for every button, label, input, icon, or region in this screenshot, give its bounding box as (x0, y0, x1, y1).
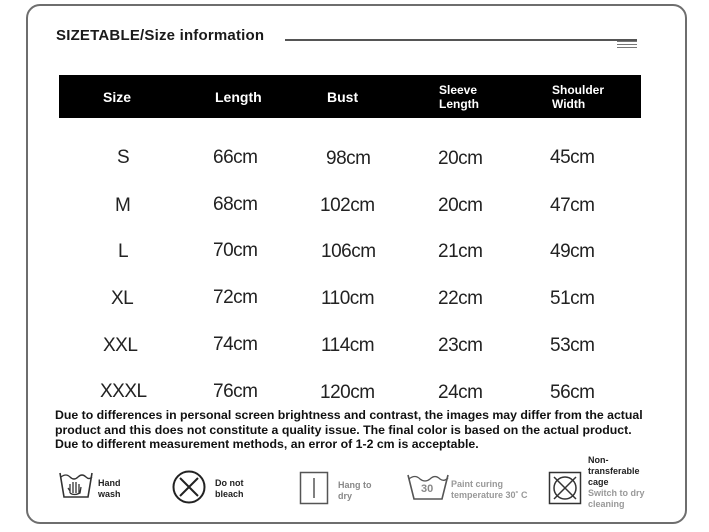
hang-dry-icon (299, 471, 329, 505)
table-cell: 20cm (438, 195, 483, 216)
table-cell: 76cm (213, 381, 258, 402)
do-not-bleach-label-line2: bleach (215, 489, 244, 499)
table-cell: 120cm (320, 382, 375, 403)
table-cell: 106cm (321, 241, 376, 262)
no-tumble-label-line1: Non- (588, 455, 609, 465)
table-cell: 53cm (550, 335, 595, 356)
header-sleeve-length (439, 75, 479, 118)
table-cell: XXXL (100, 381, 147, 402)
hand-wash-icon (58, 469, 94, 501)
wash-30-label-line2: temperature 30˚ C (451, 490, 528, 500)
table-cell: 114cm (321, 335, 375, 356)
table-cell: 98cm (326, 148, 371, 169)
title-divider (285, 39, 637, 41)
disclaimer-note: Due to differences in personal screen brightness and contrast, the images may differ from the actual product and this does not constitute a quality issue. The final color is based on the actual product. Due to different measurement methods, an error of 1-2 cm is acceptable. (55, 408, 643, 452)
wash-30-label-line1: Paint curing (451, 479, 504, 489)
table-cell: XL (111, 288, 134, 309)
hand-wash-label (98, 478, 121, 500)
table-cell: 21cm (438, 241, 483, 262)
no-tumble-dry-label (588, 455, 645, 510)
table-cell: L (118, 241, 129, 262)
no-tumble-label-line5: cleaning (588, 499, 625, 509)
hand-wash-label-line2: wash (98, 489, 121, 499)
table-cell: 110cm (321, 288, 375, 309)
page-title: SIZETABLE/Size information (56, 27, 265, 44)
no-tumble-label-line3: cage (588, 477, 609, 487)
do-not-bleach-label (215, 478, 244, 500)
wash-30-label (451, 479, 528, 501)
header-shoulder-line2: Width (552, 96, 586, 111)
table-cell: 47cm (550, 195, 595, 216)
table-cell: S (117, 147, 130, 168)
table-cell: 23cm (438, 335, 483, 356)
wash-30-number: 30 (421, 483, 434, 495)
header-length: Length (215, 88, 262, 105)
table-cell: 45cm (550, 147, 595, 168)
header-shoulder-width (552, 75, 604, 118)
hang-dry-label-line1: Hang to (338, 480, 372, 490)
table-cell: 68cm (213, 194, 258, 215)
table-header (59, 75, 641, 118)
menu-lines-icon (617, 41, 637, 49)
header-shoulder-line1: Shoulder (552, 82, 605, 97)
table-cell: 74cm (213, 334, 258, 355)
table-cell: 24cm (438, 382, 483, 403)
table-cell: 49cm (550, 241, 595, 262)
table-cell: XXL (103, 335, 138, 356)
table-cell: 102cm (320, 195, 375, 216)
do-not-bleach-label-line1: Do not (215, 478, 244, 488)
table-cell: 20cm (438, 148, 483, 169)
do-not-bleach-icon (171, 469, 207, 505)
table-cell: 22cm (438, 288, 483, 309)
table-cell: 51cm (550, 288, 595, 309)
no-tumble-label-line4: Switch to dry (588, 488, 645, 498)
hand-wash-label-line1: Hand (98, 478, 121, 488)
table-cell: 56cm (550, 382, 595, 403)
table-cell: 70cm (213, 240, 258, 261)
header-size: Size (103, 88, 132, 105)
no-tumble-dry-icon (548, 471, 582, 505)
table-cell: M (115, 195, 131, 216)
table-cell: 72cm (213, 287, 258, 308)
no-tumble-label-line2: transferable (588, 466, 640, 476)
hang-dry-label (338, 480, 372, 502)
header-bust: Bust (327, 88, 359, 105)
hang-dry-label-line2: dry (338, 491, 353, 501)
header-sleeve-line1: Sleeve (439, 82, 478, 97)
header-sleeve-line2: Length (439, 96, 479, 111)
table-cell: 66cm (213, 147, 258, 168)
